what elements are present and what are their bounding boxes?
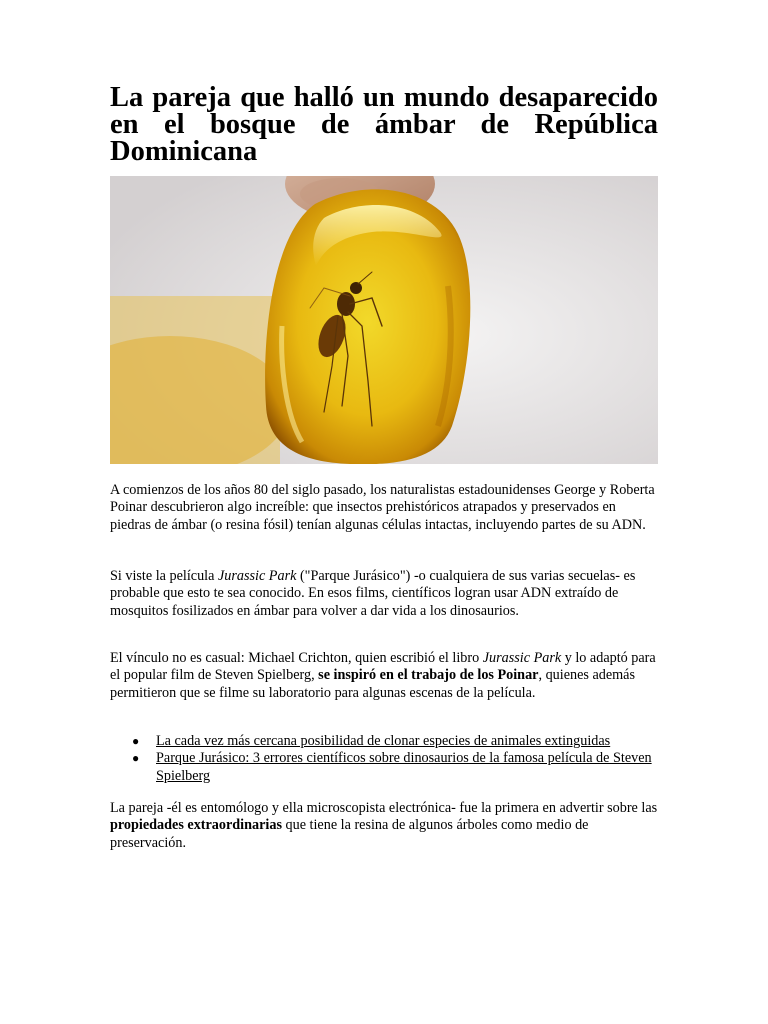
paragraph-3 bbox=[110, 650, 658, 702]
bullet-icon: ● bbox=[132, 734, 140, 748]
bullet-icon: ● bbox=[132, 751, 140, 766]
paragraph-4 bbox=[110, 800, 658, 852]
p3-text-c: , quienes además permitieron que se filme su laboratorio para algunas escenas de la película. bbox=[110, 667, 635, 701]
p2-film-title: Jurassic Park bbox=[217, 568, 297, 584]
p3-text-a: El vínculo no es casual: Michael Crichton, quien escribió el libro bbox=[110, 650, 483, 666]
p3-book-title: Jurassic Park bbox=[482, 650, 562, 666]
p4-bold-text: propiedades extraordinarias bbox=[110, 817, 282, 834]
related-link-jurassic-errors[interactable]: Parque Jurásico: 3 errores científicos sobre dinosaurios de la famosa película de Steven Spielberg bbox=[156, 750, 652, 784]
p4-text-a: La pareja -él es entomólogo y ella microscopista electrónica- fue la primera en advertir sobre las bbox=[110, 800, 658, 816]
amber-insect-photo bbox=[110, 176, 658, 464]
article-title: La pareja que halló un mundo desaparecido en el bosque de ámbar de República Dominicana bbox=[110, 82, 658, 167]
related-links-list bbox=[110, 733, 658, 785]
related-link-item bbox=[110, 750, 658, 785]
p4-text-b: que tiene la resina de algunos árboles como medio de preservación. bbox=[110, 817, 589, 851]
p2-text-a: Si viste la película bbox=[110, 568, 218, 584]
paragraph-1-text: A comienzos de los años 80 del siglo pasado, los naturalistas estadounidenses George y Roberta Poinar descubrieron algo increíble: que insectos prehistóricos atrapados y preservados en piedras de ámbar (o resina fósil) tenían algunas células intactas, incluyendo partes de su ADN. bbox=[110, 482, 655, 533]
p2-text-b: ("Parque Jurásico") -o cualquiera de sus varias secuelas- es probable que esto te sea conocido. En esos films, científicos logran usar ADN extraído de mosquitos fosilizados en ámbar para volver a dar vida a los dinosaurios. bbox=[110, 568, 636, 619]
paragraph-2 bbox=[110, 568, 658, 620]
p3-text-b: y lo adaptó para el popular film de Steven Spielberg, bbox=[110, 650, 656, 684]
related-link-item bbox=[110, 733, 658, 750]
p3-bold-text: se inspiró en el trabajo de los Poinar bbox=[318, 667, 539, 684]
related-link-cloning[interactable]: La cada vez más cercana posibilidad de clonar especies de animales extinguidas bbox=[156, 733, 611, 749]
paragraph-1 bbox=[110, 482, 658, 534]
